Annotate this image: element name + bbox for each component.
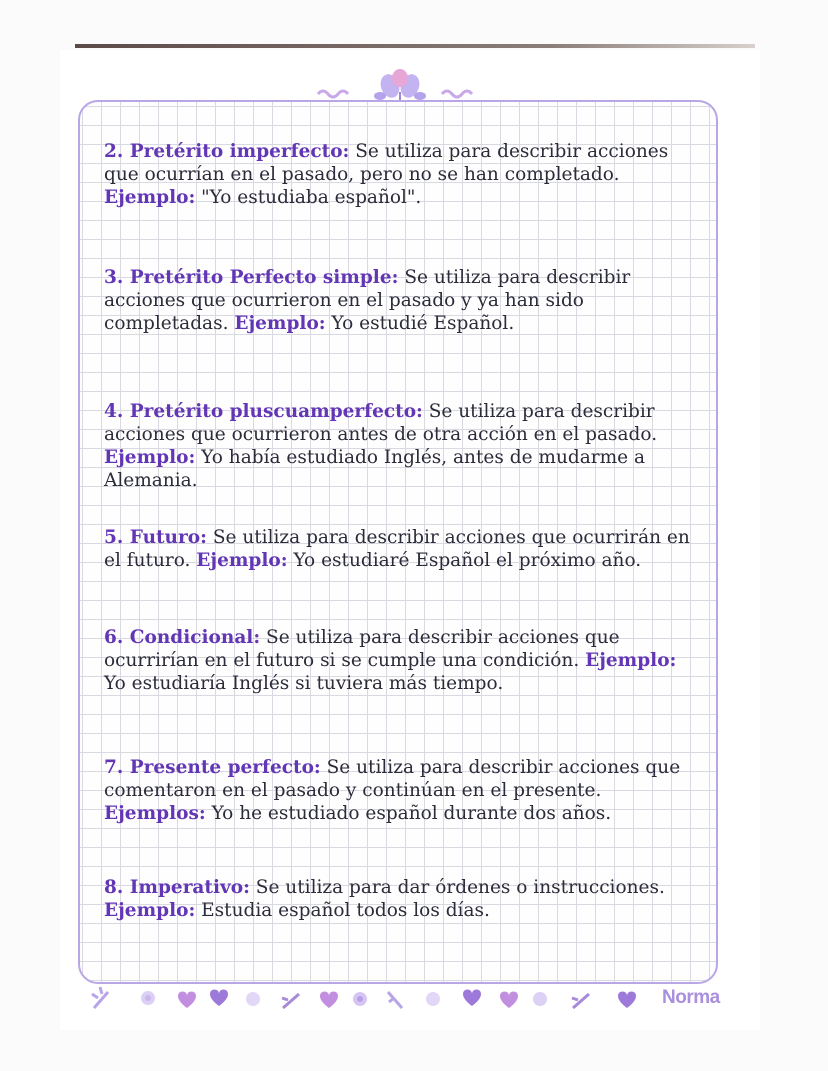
heart-icon	[210, 990, 228, 1007]
entry-heading: 7. Presente perfecto:	[104, 757, 321, 778]
note-entry-presente-perfecto	[104, 756, 700, 825]
example-text: Estudia español todos los días.	[195, 900, 490, 921]
flower-icon	[246, 992, 260, 1006]
entry-heading: 8. Imperativo:	[104, 877, 250, 898]
flower-icon	[353, 992, 367, 1006]
leaf-icon	[92, 987, 108, 1008]
entry-text: Se utiliza para describir acciones que ocurrirán en el futuro.	[104, 527, 690, 571]
entry-text: Se utiliza para describir acciones que ocurrieron en el pasado y ya han sido completadas.	[104, 267, 631, 334]
entry-text: Se utiliza para describir acciones que ocurrirían en el futuro si se cumple una condición.	[104, 627, 620, 671]
entry-text: Se utiliza para describir acciones que ocurrieron antes de otra acción en el pasado.	[104, 401, 658, 445]
heart-icon	[463, 990, 481, 1007]
example-label: Ejemplo:	[104, 447, 196, 468]
note-entry-pluscuamperfecto	[104, 400, 700, 492]
floral-border	[88, 984, 668, 1014]
flower-icon	[426, 992, 440, 1006]
leaf-icon	[572, 994, 589, 1008]
heart-icon	[500, 992, 518, 1009]
example-label: Ejemplo:	[104, 187, 196, 208]
flower-icon	[141, 991, 155, 1005]
entry-text: Se utiliza para describir acciones que ocurrían en el pasado, pero no se han completado.	[104, 141, 669, 185]
example-text: Yo había estudiado Inglés, antes de mudarme a Alemania.	[104, 447, 645, 491]
note-entry-imperfecto	[104, 140, 700, 209]
example-label: Ejemplo:	[196, 550, 288, 571]
heart-icon	[320, 992, 338, 1009]
example-label: Ejemplo:	[585, 650, 677, 671]
example-text: Yo estudiaría Inglés si tuviera más tiempo.	[104, 673, 504, 694]
example-label: Ejemplo:	[234, 313, 326, 334]
entry-heading: 3. Pretérito Perfecto simple:	[104, 267, 399, 288]
entry-text: Se utiliza para dar órdenes o instrucciones.	[249, 877, 665, 898]
note-entry-condicional	[104, 626, 700, 695]
heart-icon	[618, 992, 636, 1009]
leaf-icon	[388, 992, 402, 1008]
example-text: Yo he estudiado español durante dos años.	[205, 803, 612, 824]
note-entry-imperativo	[104, 876, 700, 922]
entry-text: Se utiliza para describir acciones que comentaron en el pasado y continúan en el presente.	[104, 757, 681, 801]
entry-heading: 2. Pretérito imperfecto:	[104, 141, 350, 162]
entry-heading: 4. Pretérito pluscuamperfecto:	[104, 401, 423, 422]
example-label: Ejemplo:	[104, 900, 196, 921]
example-label: Ejemplos:	[104, 803, 206, 824]
example-text: Yo estudiaré Español el próximo año.	[287, 550, 642, 571]
brand-logo: Norma	[662, 987, 720, 1008]
entry-heading: 5. Futuro:	[104, 527, 207, 548]
heart-icon	[178, 992, 196, 1009]
flower-icon	[533, 992, 547, 1006]
example-text: Yo estudié Español.	[325, 313, 515, 334]
note-entry-perfecto-simple	[104, 266, 700, 335]
notebook-binding-edge	[75, 44, 755, 48]
entry-heading: 6. Condicional:	[104, 627, 261, 648]
example-text: "Yo estudiaba español".	[195, 187, 422, 208]
note-entry-futuro	[104, 526, 700, 572]
leaf-icon	[282, 994, 299, 1008]
